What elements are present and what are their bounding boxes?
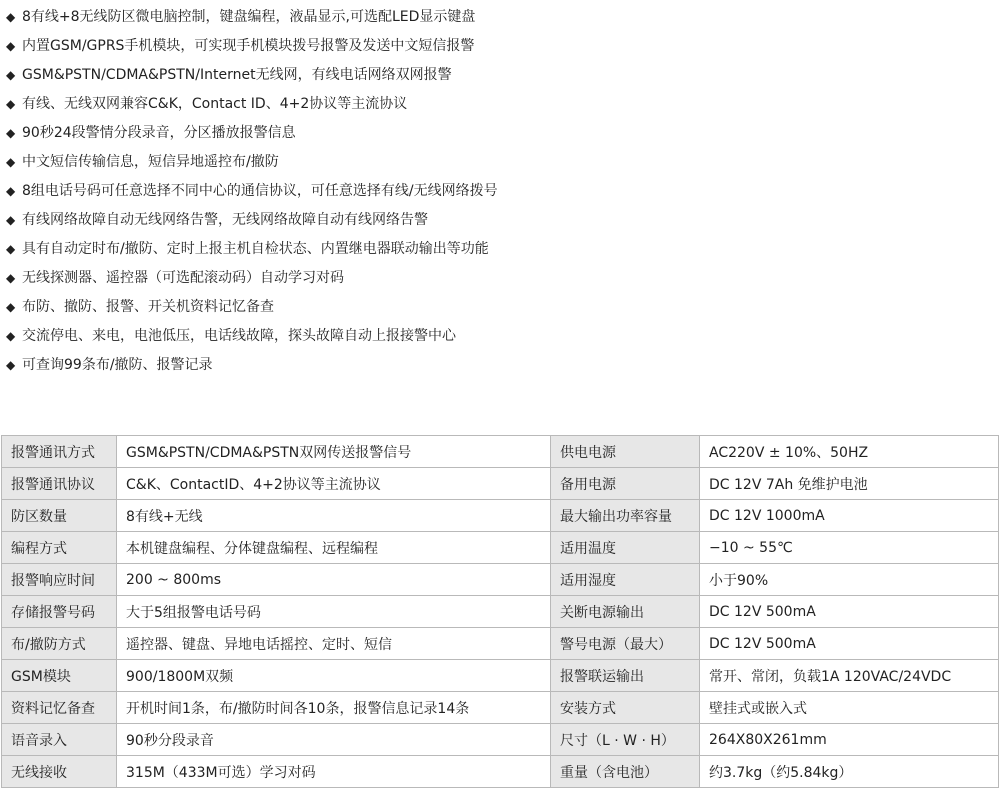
spec-label: 编程方式 xyxy=(2,532,117,564)
diamond-bullet-icon: ◆ xyxy=(6,358,16,372)
feature-text: 有线网络故障自动无线网络告警，无线网络故障自动有线网络告警 xyxy=(22,212,428,228)
table-row xyxy=(2,500,999,532)
feature-text: 具有自动定时布/撤防、定时上报主机自检状态、内置继电器联动输出等功能 xyxy=(22,241,489,257)
table-row xyxy=(2,468,999,500)
table-row xyxy=(2,660,999,692)
spec-value: AC220V ± 10%、50HZ xyxy=(700,436,999,468)
feature-item xyxy=(6,264,344,293)
spec-value: 90秒分段录音 xyxy=(117,724,551,756)
spec-label: 备用电源 xyxy=(551,468,700,500)
spec-value: DC 12V 7Ah 免维护电池 xyxy=(700,468,999,500)
diamond-bullet-icon: ◆ xyxy=(6,68,16,82)
spec-value: GSM&PSTN/CDMA&PSTN双网传送报警信号 xyxy=(117,436,551,468)
feature-text: 布防、撤防、报警、开关机资料记忆备查 xyxy=(22,299,274,315)
feature-item xyxy=(6,90,407,119)
spec-label: 报警通讯方式 xyxy=(2,436,117,468)
feature-item xyxy=(6,235,489,264)
feature-text: 90秒24段警情分段录音，分区播放报警信息 xyxy=(22,125,296,141)
diamond-bullet-icon: ◆ xyxy=(6,155,16,169)
feature-text: 无线探测器、遥控器（可选配滚动码）自动学习对码 xyxy=(22,270,344,286)
diamond-bullet-icon: ◆ xyxy=(6,10,16,24)
spec-label: 无线接收 xyxy=(2,756,117,788)
spec-label: 最大输出功率容量 xyxy=(551,500,700,532)
spec-value: −10 ~ 55℃ xyxy=(700,532,999,564)
feature-text: 中文短信传输信息，短信异地遥控布/撤防 xyxy=(22,154,279,170)
spec-label: 适用温度 xyxy=(551,532,700,564)
spec-value: 开机时间1条，布/撤防时间各10条，报警信息记录14条 xyxy=(117,692,551,724)
feature-text: 8有线+8无线防区微电脑控制，键盘编程，液晶显示,可选配LED显示键盘 xyxy=(22,9,476,25)
spec-label: 防区数量 xyxy=(2,500,117,532)
feature-item xyxy=(6,61,452,90)
spec-value: DC 12V 500mA xyxy=(700,596,999,628)
diamond-bullet-icon: ◆ xyxy=(6,39,16,53)
spec-value: 8有线+无线 xyxy=(117,500,551,532)
spec-value: 常开、常闭，负载1A 120VAC/24VDC xyxy=(700,660,999,692)
spec-value: DC 12V 500mA xyxy=(700,628,999,660)
diamond-bullet-icon: ◆ xyxy=(6,97,16,111)
feature-item xyxy=(6,177,498,206)
spec-value: 小于90% xyxy=(700,564,999,596)
feature-text: 内置GSM/GPRS手机模块，可实现手机模块拨号报警及发送中文短信报警 xyxy=(22,38,475,54)
spec-value: C&K、ContactID、4+2协议等主流协议 xyxy=(117,468,551,500)
spec-value: 壁挂式或嵌入式 xyxy=(700,692,999,724)
feature-item xyxy=(6,148,279,177)
spec-label: 尺寸（L · W · H） xyxy=(551,724,700,756)
spec-label: 重量（含电池） xyxy=(551,756,700,788)
spec-value: 900/1800M双频 xyxy=(117,660,551,692)
table-row xyxy=(2,436,999,468)
spec-value: 200 ~ 800ms xyxy=(117,564,551,596)
spec-value: 本机键盘编程、分体键盘编程、远程编程 xyxy=(117,532,551,564)
spec-label: 供电电源 xyxy=(551,436,700,468)
diamond-bullet-icon: ◆ xyxy=(6,213,16,227)
spec-label: 布/撤防方式 xyxy=(2,628,117,660)
spec-value: 约3.7kg（约5.84kg） xyxy=(700,756,999,788)
feature-item xyxy=(6,32,474,61)
feature-item xyxy=(6,322,456,351)
diamond-bullet-icon: ◆ xyxy=(6,242,16,256)
spec-label: 警号电源（最大） xyxy=(551,628,700,660)
spec-label: 存储报警号码 xyxy=(2,596,117,628)
feature-item xyxy=(6,119,296,148)
table-row xyxy=(2,596,999,628)
spec-value: 264X80X261mm xyxy=(700,724,999,756)
spec-value: 大于5组报警电话号码 xyxy=(117,596,551,628)
feature-text: 有线、无线双网兼容C&K，Contact ID、4+2协议等主流协议 xyxy=(22,96,408,112)
spec-value: DC 12V 1000mA xyxy=(700,500,999,532)
spec-value: 315M（433M可选）学习对码 xyxy=(117,756,551,788)
feature-item xyxy=(6,293,274,322)
table-row xyxy=(2,724,999,756)
feature-text: 交流停电、来电，电池低压，电话线故障，探头故障自动上报接警中心 xyxy=(22,328,456,344)
diamond-bullet-icon: ◆ xyxy=(6,300,16,314)
feature-text: 可查询99条布/撤防、报警记录 xyxy=(22,357,213,373)
spec-label: 语音录入 xyxy=(2,724,117,756)
feature-item xyxy=(6,351,213,380)
table-row xyxy=(2,532,999,564)
diamond-bullet-icon: ◆ xyxy=(6,329,16,343)
table-row xyxy=(2,756,999,788)
diamond-bullet-icon: ◆ xyxy=(6,126,16,140)
spec-label: GSM模块 xyxy=(2,660,117,692)
table-row xyxy=(2,628,999,660)
table-row xyxy=(2,564,999,596)
spec-label: 报警通讯协议 xyxy=(2,468,117,500)
feature-text: 8组电话号码可任意选择不同中心的通信协议，可任意选择有线/无线网络拨号 xyxy=(22,183,498,199)
spec-label: 关断电源输出 xyxy=(551,596,700,628)
spec-label: 适用湿度 xyxy=(551,564,700,596)
spec-label: 安装方式 xyxy=(551,692,700,724)
spec-label: 报警联运输出 xyxy=(551,660,700,692)
spec-label: 报警响应时间 xyxy=(2,564,117,596)
spec-value: 遥控器、键盘、异地电话摇控、定时、短信 xyxy=(117,628,551,660)
feature-item xyxy=(6,206,428,235)
spec-table xyxy=(1,435,999,788)
diamond-bullet-icon: ◆ xyxy=(6,271,16,285)
feature-item xyxy=(6,3,475,32)
diamond-bullet-icon: ◆ xyxy=(6,184,16,198)
feature-text: GSM&PSTN/CDMA&PSTN/Internet无线网，有线电话网络双网报警 xyxy=(22,67,452,83)
table-row xyxy=(2,692,999,724)
spec-label: 资料记忆备查 xyxy=(2,692,117,724)
